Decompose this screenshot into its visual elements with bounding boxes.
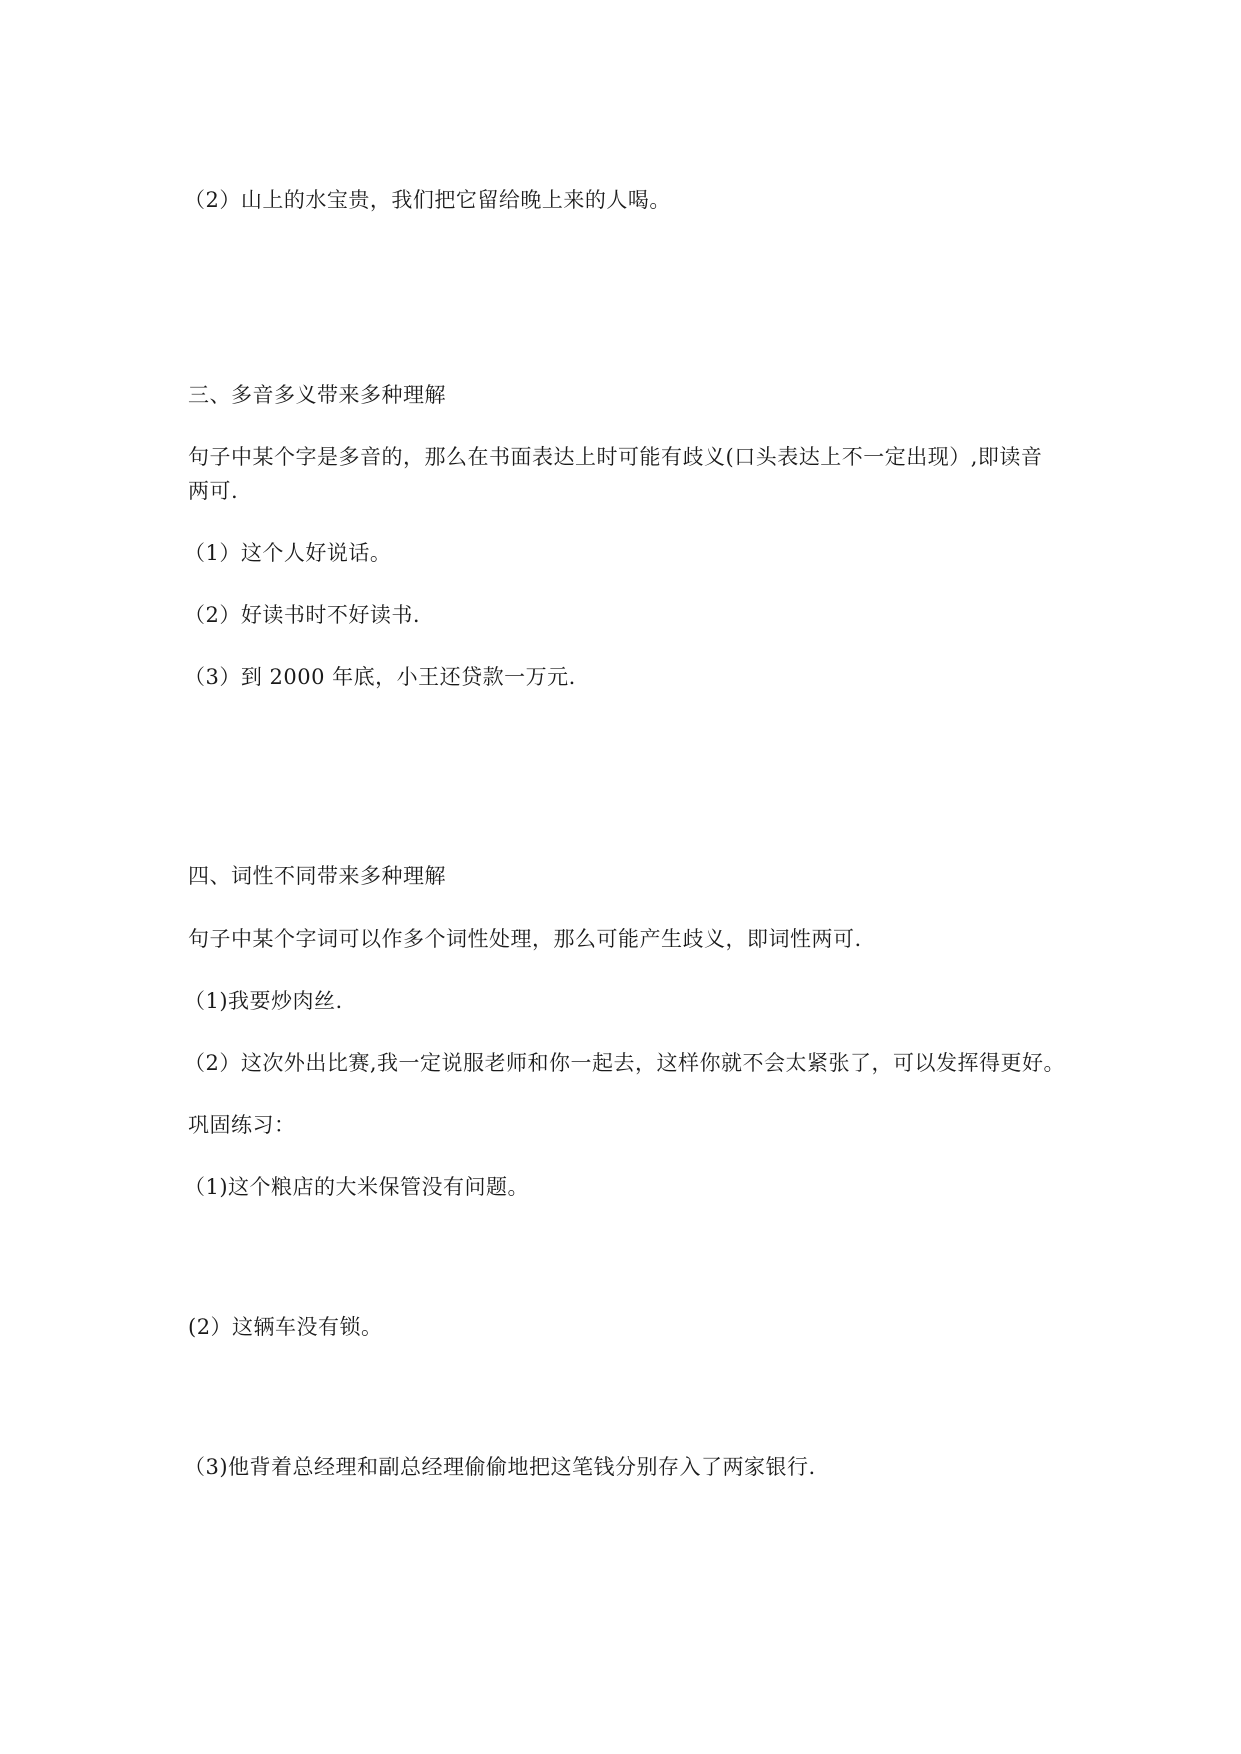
- section4-heading: 四、词性不同带来多种理解: [188, 864, 446, 888]
- section3-intro-line1: 句子中某个字是多音的，那么在书面表达上时可能有歧义(口头表达上不一定出现）,即读音: [188, 445, 1043, 469]
- practice-heading: 巩固练习：: [188, 1113, 296, 1137]
- section3-heading: 三、多音多义带来多种理解: [188, 383, 446, 407]
- practice-item-3: （3)他背着总经理和副总经理偷偷地把这笔钱分别存入了两家银行.: [184, 1455, 816, 1479]
- section3-item-1: （1）这个人好说话。: [184, 541, 392, 565]
- section4-intro: 句子中某个字词可以作多个词性处理，那么可能产生歧义，即词性两可.: [188, 927, 862, 951]
- section3-item-3: （3）到 2000 年底，小王还贷款一万元.: [184, 665, 576, 689]
- section4-item-2: （2）这次外出比赛,我一定说服老师和你一起去，这样你就不会太紧张了，可以发挥得更好。: [184, 1051, 1066, 1075]
- practice-item-2: (2）这辆车没有锁。: [188, 1315, 383, 1339]
- section4-item-1: （1)我要炒肉丝.: [184, 989, 343, 1013]
- practice-item-1: （1)这个粮店的大米保管没有问题。: [184, 1175, 530, 1199]
- section2-item-2: （2）山上的水宝贵，我们把它留给晚上来的人喝。: [184, 188, 671, 212]
- section3-item-2: （2）好读书时不好读书.: [184, 603, 421, 627]
- section3-intro-line2: 两可.: [188, 479, 239, 503]
